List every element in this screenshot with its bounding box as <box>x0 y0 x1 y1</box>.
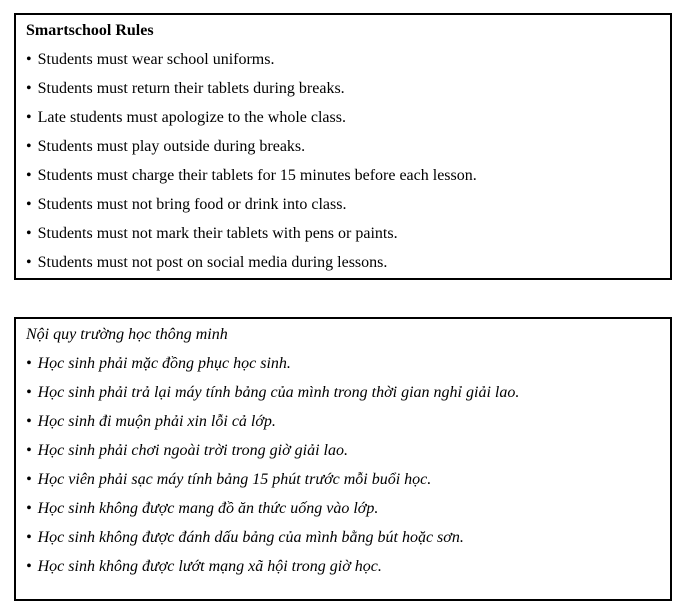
english-rule-text: Students must not post on social media during lessons. <box>37 253 388 271</box>
english-rule-text: Students must charge their tablets for 15 minutes before each lesson. <box>37 166 477 184</box>
bullet-marker: • <box>26 108 32 126</box>
english-rule-item <box>26 45 660 74</box>
english-rule-text: Students must play outside during breaks. <box>37 137 306 155</box>
english-rule-text: Late students must apologize to the whole class. <box>37 108 346 126</box>
vietnamese-box-title: Nội quy trường học thông minh <box>26 325 228 343</box>
bullet-marker: • <box>26 166 32 184</box>
english-rule-text: Students must wear school uniforms. <box>37 50 275 68</box>
vietnamese-rule-item <box>26 523 660 552</box>
english-rule-text: Students must not mark their tablets with pens or paints. <box>37 224 398 242</box>
english-rule-item <box>26 103 660 132</box>
vietnamese-rule-text: Học viên phải sạc máy tính bảng 15 phút trước mỗi buổi học. <box>37 470 432 488</box>
english-rule-item <box>26 74 660 103</box>
vietnamese-rule-item <box>26 378 660 407</box>
bullet-marker: • <box>26 528 32 546</box>
vietnamese-rule-text: Học sinh phải mặc đồng phục học sinh. <box>37 354 291 372</box>
vietnamese-rule-item <box>26 465 660 494</box>
bullet-marker: • <box>26 50 32 68</box>
vietnamese-rule-text: Học sinh phải chơi ngoài trời trong giờ giải lao. <box>37 441 348 459</box>
bullet-marker: • <box>26 253 32 271</box>
bullet-marker: • <box>26 224 32 242</box>
vietnamese-rule-item <box>26 552 660 581</box>
bullet-marker: • <box>26 79 32 97</box>
bullet-marker: • <box>26 383 32 401</box>
vietnamese-rule-text: Học sinh không được mang đồ ăn thức uống vào lớp. <box>37 499 379 517</box>
vietnamese-rule-item <box>26 436 660 465</box>
bullet-marker: • <box>26 557 32 575</box>
bullet-marker: • <box>26 354 32 372</box>
bullet-marker: • <box>26 412 32 430</box>
vietnamese-rule-text: Học sinh đi muộn phải xin lỗi cả lớp. <box>37 412 276 430</box>
english-rule-item <box>26 248 660 277</box>
english-rule-item <box>26 132 660 161</box>
vietnamese-rule-item <box>26 407 660 436</box>
english-rule-text: Students must return their tablets during breaks. <box>37 79 345 97</box>
bullet-marker: • <box>26 441 32 459</box>
vietnamese-rule-text: Học sinh phải trả lại máy tính bảng của mình trong thời gian nghỉ giải lao. <box>37 383 520 401</box>
vietnamese-rules-box <box>14 317 672 601</box>
vietnamese-rule-text: Học sinh không được đánh dấu bảng của mình bằng bút hoặc sơn. <box>37 528 464 546</box>
bullet-marker: • <box>26 137 32 155</box>
english-box-title: Smartschool Rules <box>26 21 154 39</box>
english-rule-item <box>26 219 660 248</box>
english-rule-item <box>26 190 660 219</box>
bullet-marker: • <box>26 499 32 517</box>
english-rules-box <box>14 13 672 280</box>
vietnamese-rule-text: Học sinh không được lướt mạng xã hội trong giờ học. <box>37 557 382 575</box>
bullet-marker: • <box>26 470 32 488</box>
vietnamese-rule-item <box>26 349 660 378</box>
bullet-marker: • <box>26 195 32 213</box>
english-rule-item <box>26 161 660 190</box>
vietnamese-rule-item <box>26 494 660 523</box>
english-rule-text: Students must not bring food or drink into class. <box>37 195 347 213</box>
